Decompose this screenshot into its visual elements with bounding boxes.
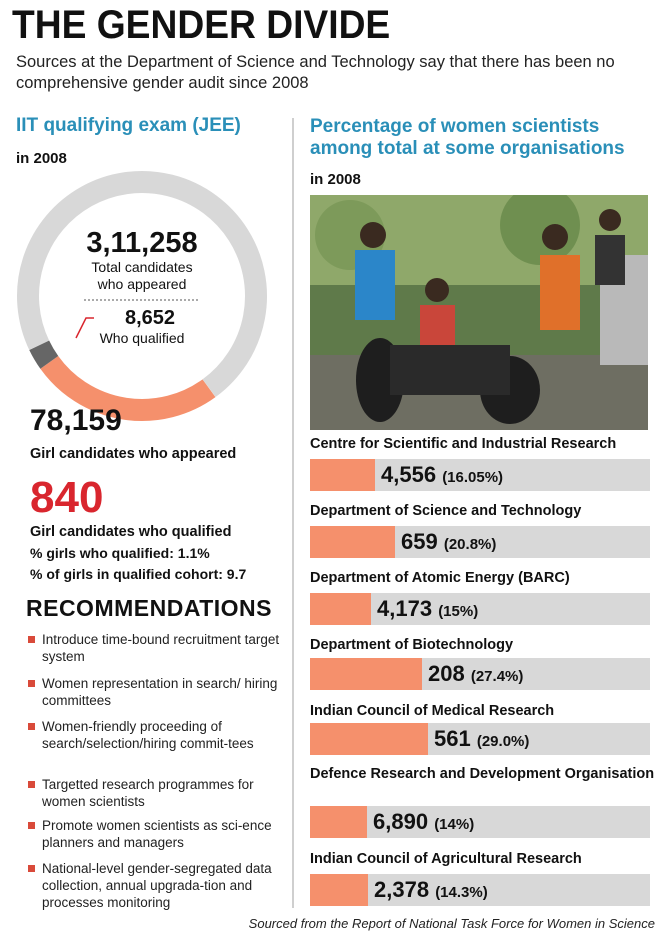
total-candidates-value: 3,11,258 [86,227,198,259]
bar-percent: (29.0%) [476,733,530,750]
girls-cohort-pct: % of girls in qualified cohort: 9.7 [30,566,247,582]
bar-label [377,593,478,628]
bullet-icon [28,822,35,829]
bar-percent: (14.3%) [435,884,488,901]
page-subtitle: Sources at the Department of Science and Technology say that there has been no comprehensive gender audit since 2008 [16,53,615,92]
org-name: Centre for Scientific and Industrial Research [310,436,617,452]
total-candidates-label-2: who appeared [97,276,187,292]
qualified-leader-line [76,318,94,338]
bar-percent: (15%) [438,603,479,620]
jee-heading: IIT qualifying exam (JEE) [16,115,241,136]
recommendation-text: Introduce time-bound recruitment target system [42,632,280,664]
bar [310,806,367,838]
recommendation-item [28,718,297,752]
girls-qualified-label: Girl candidates who qualified [30,524,232,540]
orgs-heading-line1: Percentage of women scientists [310,116,600,137]
bar-value: 6,890 [373,809,429,834]
bar-label [428,658,523,693]
qualified-label: Who qualified [99,330,185,346]
bar [310,526,395,558]
org-name: Indian Council of Agricultural Research [310,851,582,867]
bullet-icon [28,781,35,788]
bar-value: 208 [428,661,465,686]
girls-qualified-pct: % girls who qualified: 1.1% [30,545,210,561]
girls-appeared-value: 78,159 [30,404,122,437]
girls-appeared-arc [49,362,209,410]
bar-value: 4,556 [381,462,437,487]
orgs-heading [310,116,660,160]
qualified-value: 8,652 [124,307,176,329]
source-note: Sourced from the Report of National Task Force for Women in Science [248,916,655,931]
bar-label [381,459,503,494]
recommendation-text: Women-friendly proceeding of search/selection/hiring commit-tees [42,719,254,751]
org-name: Department of Biotechnology [310,637,514,653]
bar-label [434,723,529,758]
org-name: Department of Atomic Energy (BARC) [310,570,570,586]
bar-value: 659 [401,529,438,554]
bar [310,658,422,690]
orgs-heading-line2: among total at some organisations [310,138,625,159]
girls-appeared-label: Girl candidates who appeared [30,446,237,462]
girls-qualified-value: 840 [30,473,104,522]
recommendation-text: Promote women scientists as sci-ence planners and managers [42,818,272,850]
bar-value: 561 [434,726,471,751]
recommendation-text: Targetted research programmes for women scientists [42,777,254,809]
recommendation-text: Women representation in search/ hiring committees [42,676,278,708]
recommendation-item [28,817,297,851]
bullet-icon [28,865,35,872]
bar [310,723,428,755]
recommendation-item [28,860,297,911]
photo-students-with-race-car [310,195,648,430]
page-title: THE GENDER DIVIDE [12,3,391,47]
jee-donut-chart [14,168,270,424]
org-name: Department of Science and Technology [310,503,582,519]
recommendation-item [28,631,297,665]
bar-value: 4,173 [377,596,433,621]
total-candidates-label-1: Total candidates [91,259,193,275]
bar [310,459,375,491]
bar-value: 2,378 [374,877,430,902]
bar-percent: (14%) [434,816,475,833]
bullet-icon [28,680,35,687]
bar-percent: (27.4%) [470,668,524,685]
column-divider [292,118,294,908]
bar [310,593,371,625]
bar-label [373,806,474,841]
bullet-icon [28,723,35,730]
jee-year: in 2008 [16,150,67,167]
bullet-icon [28,636,35,643]
qualified-arc [39,345,49,362]
recommendation-item [28,776,297,810]
org-name: Defence Research and Development Organisation [310,766,655,782]
bar-percent: (20.8%) [443,536,497,553]
bar [310,874,368,906]
orgs-year: in 2008 [310,171,361,188]
recommendations-heading: RECOMMENDATIONS [26,595,273,621]
bar-percent: (16.05%) [442,469,504,486]
recommendation-item [28,675,297,709]
recommendation-text: National-level gender-segregated data collection, annual upgrada-tion and processes monitoring [42,861,272,910]
bar-label [374,874,488,909]
org-name: Indian Council of Medical Research [310,703,555,719]
bar-label [401,526,496,561]
